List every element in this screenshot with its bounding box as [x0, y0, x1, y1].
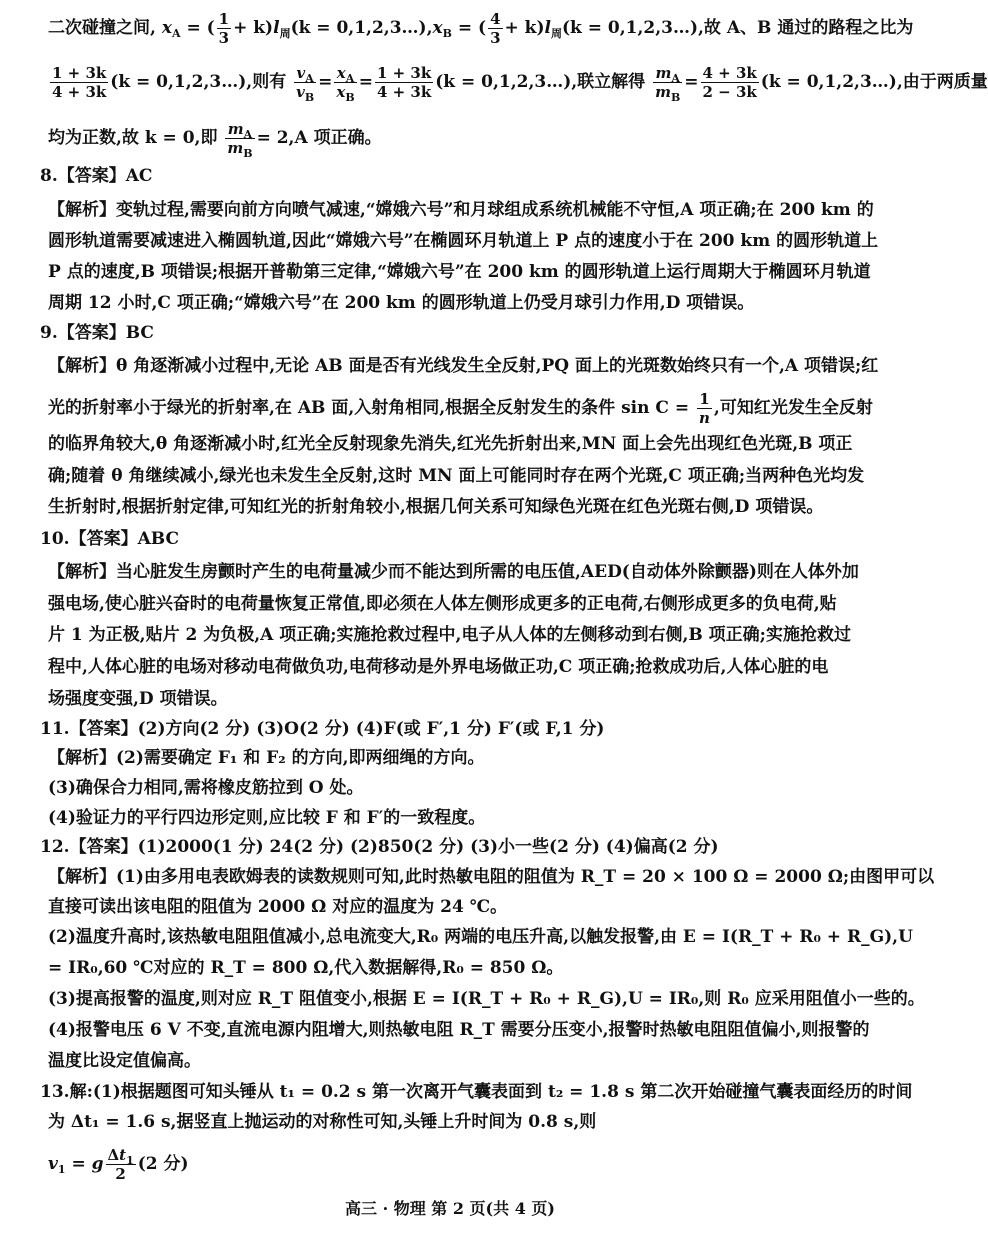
text-line: 确;随着 θ 角继续减小,绿光也未发生全反射,这时 MN 面上可能同时存在两个光斑,C 项正确;当两种色光均发 [48, 466, 865, 486]
text-line: 周期 12 小时,C 项正确;“嫦娥六号”在 200 km 的圆形轨道上仍受月球引力作用,D 项错误。 [48, 293, 755, 313]
question-12-answer: 12.【答案】(1)2000(1 分) 24(2 分) (2)850(2 分) (3)小一些(2 分) (4)偏高(2 分) [40, 837, 719, 857]
text-line: 圆形轨道需要减速进入椭圆轨道,因此“嫦娥六号”在椭圆环月轨道上 P 点的速度小于在 200 km 的圆形轨道上 [48, 231, 879, 251]
text-line: 程中,人体心脏的电场对移动电荷做负功,电荷移动是外界电场做正功,C 项正确;抢救成功后,人体心脏的电 [48, 657, 829, 677]
text-line: 的临界角较大,θ 角逐渐减小时,红光全反射现象先消失,红光先折射出来,MN 面上会先出现红色光斑,B 项正 [48, 434, 853, 454]
fraction: $\frac{4}{3}$ [490, 10, 501, 47]
text-line: 直接可读出该电阻的阻值为 2000 Ω 对应的温度为 24 ℃。 [48, 897, 508, 917]
question-8-answer: 8.【答案】AC [40, 166, 153, 186]
text-line: 【解析】(1)由多用电表欧姆表的读数规则可知,此时热敏电阻的阻值为 R_T = 20 × 100 Ω = 2000 Ω;由图甲可以 [48, 867, 935, 887]
question-9-answer: 9.【答案】BC [40, 323, 154, 343]
text-line: 生折射时,根据折射定律,可知红光的折射角较小,根据几何关系可知绿色光斑在红色光斑右侧,D 项错误。 [48, 497, 824, 517]
text-span: = 2,A 项正确。 [256, 128, 382, 148]
question-10-answer: 10.【答案】ABC [40, 529, 179, 549]
text-line: 片 1 为正极,贴片 2 为负极,A 项正确;实施抢救过程中,电子从人体的左侧移动到右侧,B 项正确;实施抢救过 [48, 625, 851, 645]
text-line: P 点的速度,B 项错误;根据开普勒第三定律,“嫦娥六号”在 200 km 的圆形轨道上运行周期大于椭圆环月轨道 [48, 262, 871, 282]
text-line [48, 390, 873, 427]
text-line: 场强度变强,D 项错误。 [48, 689, 228, 709]
text-span: ,故 A、B 通过的路程之比为 [698, 18, 914, 38]
text-line: 强电场,使心脏兴奋时的电荷量恢复正常值,即必须在人体左侧形成更多的正电荷,右侧形成更多的负电荷,贴 [48, 594, 837, 614]
text-span: ,可知红光发生全反射 [713, 398, 873, 418]
text-line: 二次碰撞之间, $x_A$ = ( $\frac{1}{3}$ + $k)l_周(k$ = $0,1,2,3\dots),x_B$ = ( $\frac{4}{3}$ + $k)l_周(k$ = 0,1,2,3…),故 A、B 通过的路程之比为 [48, 10, 914, 47]
fraction: $\frac{\Delta t_1}{2}$ [107, 1146, 134, 1183]
text-line: (4)报警电压 6 V 不变,直流电源内阻增大,则热敏电阻 R_T 需要分压变小,报警时热敏电阻阻值偏小,则报警的 [48, 1020, 870, 1040]
equation-line: $v_1 = g$ $\frac{\Delta t_1}{2}$ (2 分) [48, 1146, 189, 1183]
text-line: (3)确保合力相同,需将橡皮筋拉到 O 处。 [48, 778, 364, 798]
fraction: $\frac{1 + 3k}{4 + 3k}$ [376, 64, 432, 101]
fraction: $\frac{4 + 3k}{2 - 3k}$ [702, 64, 757, 101]
text-line: (2)温度升高时,该热敏电阻阻值减小,总电流变大,R₀ 两端的电压升高,以触发报警,由 E = I(R_T + R₀ + R_G),U [48, 927, 913, 947]
fraction: $\frac{v_A}{v_B}$ [296, 64, 315, 104]
text-line: 13.解:(1)根据题图可知头锤从 t₁ = 0.2 s 第一次离开气囊表面到 t₂ = 1.8 s 第二次开始碰撞气囊表面经历的时间 [40, 1082, 913, 1102]
text-line: = IR₀,60 ℃对应的 R_T = 800 Ω,代入数据解得,R₀ = 850 Ω。 [48, 958, 564, 978]
text-line: 【解析】变轨过程,需要向前方向喷气减速,“嫦娥六号”和月球组成系统机械能不守恒,A 项正确;在 200 km 的 [48, 200, 874, 220]
text-span: 二次碰撞之间, [48, 18, 156, 38]
fraction: $\frac{m_A}{m_B}$ [227, 120, 253, 160]
text-line: $\frac{1 + 3k}{4 + 3k}$ (k = 0,1,2,3…),则有 $\frac{v_A}{v_B}$ = $\frac{x_A}{x_B}$ = $\frac{1 + 3k}{4 + 3k}$ (k = 0,1,2,3…),联立解得 $\frac{m_A}{m_B}$ = $\frac{4 + 3k}{2 - 3k}$ (k = 0,1,2,3…),由于两质量 [52, 64, 988, 104]
page-footer: 高三 · 物理 第 2 页(共 4 页) [345, 1199, 555, 1218]
text-line: 【解析】θ 角逐渐减小过程中,无论 AB 面是否有光线发生全反射,PQ 面上的光斑数始终只有一个,A 项错误;红 [48, 356, 879, 376]
text-line: 【解析】(2)需要确定 F₁ 和 F₂ 的方向,即两细绳的方向。 [48, 748, 485, 768]
text-span: (2 分) [137, 1154, 189, 1174]
fraction: $\frac{x_A}{x_B}$ [336, 64, 355, 104]
fraction: $\frac{m_A}{m_B}$ [655, 64, 681, 104]
fraction: $\frac{1 + 3k}{4 + 3k}$ [52, 64, 107, 101]
text-span: 光的折射率小于绿光的折射率,在 AB 面,入射角相同,根据全反射发生的条件 sin C = [48, 398, 690, 418]
text-line: 为 Δt₁ = 1.6 s,据竖直上抛运动的对称性可知,头锤上升时间为 0.8 s,则 [48, 1112, 597, 1132]
text-line: 【解析】当心脏发生房颤时产生的电荷量减少而不能达到所需的电压值,AED(自动体外除颤器)则在人体外加 [48, 562, 859, 582]
text-line: 温度比设定值偏高。 [48, 1051, 201, 1071]
text-span: (k = 0,1,2,3…),由于两质量 [760, 72, 988, 92]
text-line: (4)验证力的平行四边形定则,应比较 F 和 F′的一致程度。 [48, 808, 486, 828]
text-line [48, 120, 382, 160]
text-span: (k = 0,1,2,3…),则有 [110, 72, 287, 92]
text-span: 均为正数,故 k = 0,即 [48, 128, 218, 148]
text-span: (k = 0,1,2,3…),联立解得 [435, 72, 646, 92]
text-line: (3)提高报警的温度,则对应 R_T 阻值变小,根据 E = I(R_T + R₀ + R_G),U = IR₀,则 R₀ 应采用阻值小一些的。 [48, 989, 925, 1009]
fraction: $\frac{1}{3}$ [218, 10, 230, 47]
question-11-answer: 11.【答案】(2)方向(2 分) (3)O(2 分) (4)F(或 F′,1 分) F′(或 F,1 分) [40, 719, 605, 739]
fraction: $\frac{1}{n}$ [699, 390, 710, 427]
